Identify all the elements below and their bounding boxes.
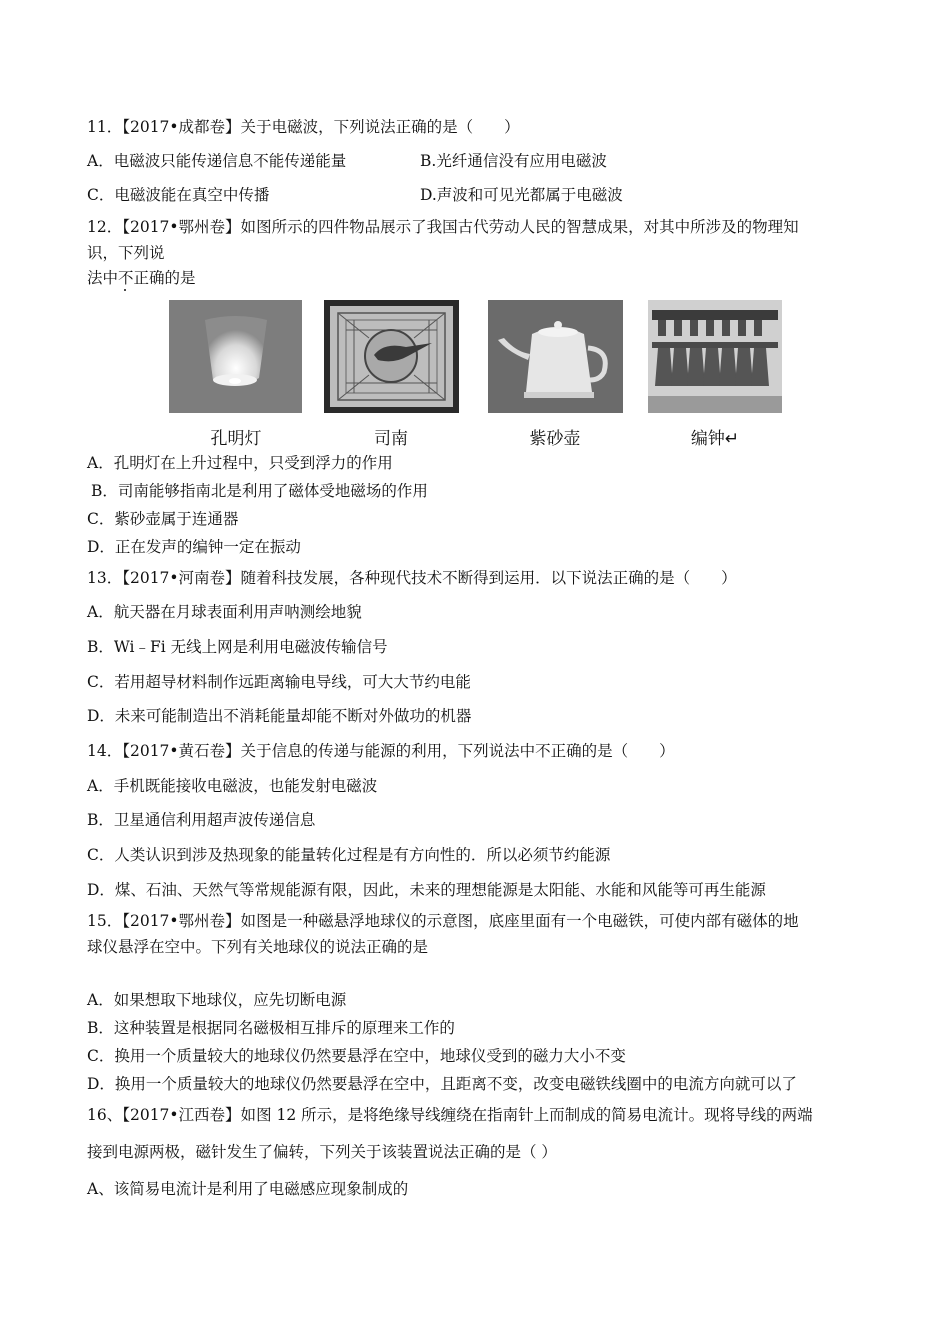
q14-option-a: A．手机既能接收电磁波，也能发射电磁波: [87, 777, 378, 795]
q11-stem: 11．【2017•成都卷】关于电磁波，下列说法正确的是（ ）: [87, 118, 520, 136]
q12-stem-line1: 12．【2017•鄂州卷】如图所示的四件物品展示了我国古代劳动人民的智慧成果，对其中所涉及的物理知: [87, 218, 799, 236]
q11-option-d: D.声波和可见光都属于电磁波: [420, 186, 623, 204]
q12-option-b: B．司南能够指南北是利用了磁体受地磁场的作用: [91, 482, 428, 500]
q12-stem-line3: 法中不正确的是: [87, 269, 196, 287]
q15-option-c: C．换用一个质量较大的地球仪仍然要悬浮在空中，地球仪受到的磁力大小不变: [87, 1047, 626, 1065]
q13-option-b: B．Wi﹣Fi 无线上网是利用电磁波传输信号: [87, 638, 388, 656]
q15-option-a: A．如果想取下地球仪，应先切断电源: [87, 991, 347, 1009]
q14-stem: 14．【2017•黄石卷】关于信息的传递与能源的利用，下列说法中不正确的是（ ）: [87, 742, 675, 760]
q15-option-b: B．这种装置是根据同名磁极相互排斥的原理来工作的: [87, 1019, 455, 1037]
caption-bianzhong: 编钟↵: [690, 429, 740, 449]
q13-option-a: A．航天器在月球表面利用声呐测绘地貌: [87, 603, 362, 621]
q12-option-d: D．正在发声的编钟一定在振动: [87, 538, 301, 556]
q14-option-c: C．人类认识到涉及热现象的能量转化过程是有方向性的．所以必须节约能源: [87, 846, 611, 864]
q11-option-c: C．电磁波能在真空中传播: [87, 186, 270, 204]
q14-option-b: B．卫星通信利用超声波传递信息: [87, 811, 316, 829]
q13-stem: 13．【2017•河南卷】随着科技发展，各种现代技术不断得到运用．以下说法正确的是（ ）: [87, 569, 737, 587]
q15-option-d: D．换用一个质量较大的地球仪仍然要悬浮在空中，且距离不变，改变电磁铁线圈中的电流方向就可以了: [87, 1075, 797, 1093]
emphasis-dot: [124, 289, 126, 291]
q12-option-c: C．紫砂壶属于连通器: [87, 510, 239, 528]
caption-kongming-lantern: 孔明灯: [210, 429, 262, 449]
kongming-lantern-image: [169, 300, 302, 413]
q15-stem-line1: 15．【2017•鄂州卷】如图是一种磁悬浮地球仪的示意图，底座里面有一个电磁铁，可使内部有磁体的地: [87, 912, 799, 930]
zisha-teapot-image: [488, 300, 623, 413]
q13-option-c: C．若用超导材料制作远距离输电导线，可大大节约电能: [87, 673, 471, 691]
q14-option-d: D．煤、石油、天然气等常规能源有限，因此，未来的理想能源是太阳能、水能和风能等可再生能源: [87, 881, 766, 899]
q16-stem-line2: 接到电源两极，磁针发生了偏转，下列关于该装置说法正确的是（ ）: [87, 1143, 557, 1161]
sinan-compass-image: [324, 300, 459, 413]
q11-option-b: B.光纤通信没有应用电磁波: [420, 152, 607, 170]
q13-option-d: D．未来可能制造出不消耗能量却能不断对外做功的机器: [87, 707, 472, 725]
q12-option-a: A．孔明灯在上升过程中，只受到浮力的作用: [87, 454, 393, 472]
q12-stem-line2: 识，下列说: [87, 244, 165, 262]
q16-stem-line1: 16、【2017•江西卷】如图 12 所示，是将绝缘导线缠绕在指南针上而制成的简易电流计。现将导线的两端: [87, 1106, 813, 1124]
caption-sinan: 司南: [374, 429, 408, 449]
bianzhong-bells-image: [648, 300, 782, 413]
caption-zisha-teapot: 紫砂壶: [529, 429, 581, 449]
q11-option-a: A．电磁波只能传递信息不能传递能量: [87, 152, 347, 170]
q16-option-a: A、该简易电流计是利用了电磁感应现象制成的: [87, 1180, 409, 1198]
q15-stem-line2: 球仪悬浮在空中。下列有关地球仪的说法正确的是: [87, 938, 429, 956]
